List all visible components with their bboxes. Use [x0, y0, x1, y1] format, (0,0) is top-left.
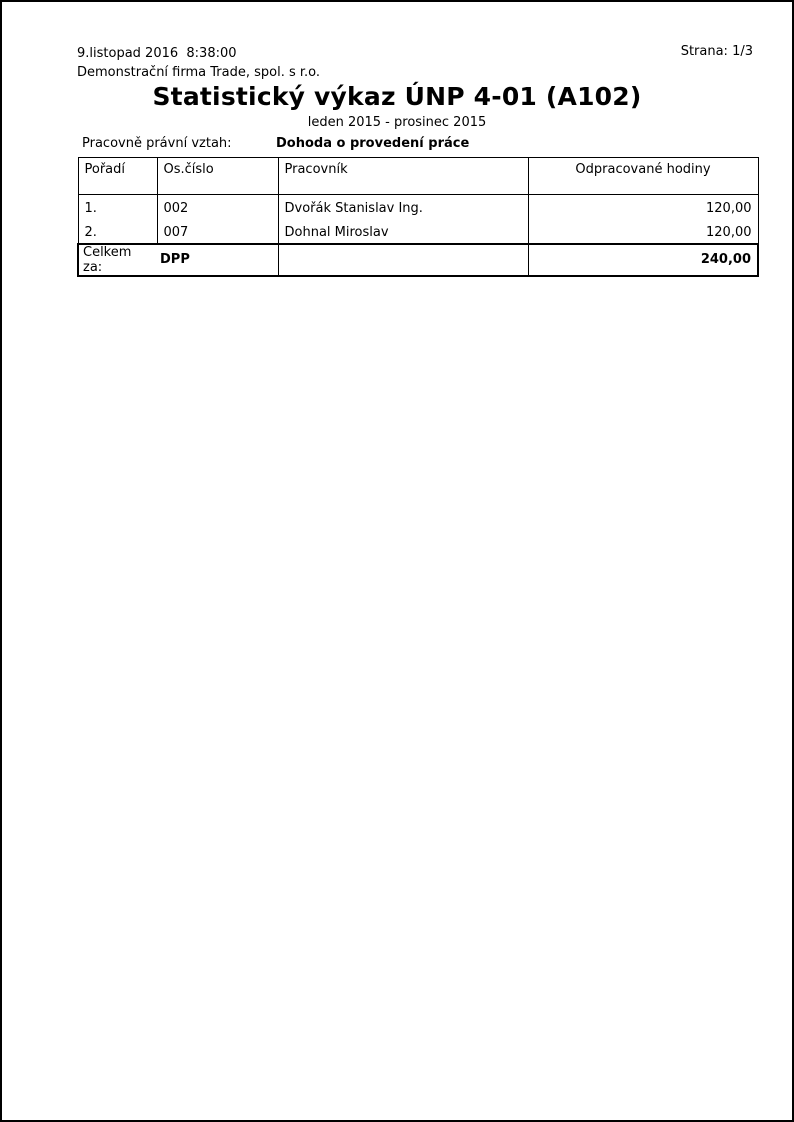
cell-personal-number: 002 — [157, 195, 278, 223]
company-name: Demonstrační firma Trade, spol. s r.o. — [77, 65, 321, 80]
page-number: Strana: 1/3 — [680, 44, 753, 59]
cell-hours: 120,00 — [528, 195, 758, 223]
report-datetime: 9.listopad 2016 8:38:00 — [77, 46, 237, 61]
total-empty-cell — [278, 244, 528, 276]
report-period: leden 2015 - prosinec 2015 — [307, 115, 487, 130]
col-header-hours: Odpracované hodiny — [528, 158, 758, 195]
table-row — [78, 223, 758, 244]
relation-value: Dohoda o provedení práce — [276, 136, 470, 151]
total-group: DPP — [157, 244, 278, 276]
total-row — [78, 244, 758, 276]
relation-label: Pracovně právní vztah: — [82, 136, 232, 151]
hours-table — [77, 157, 759, 277]
table-row — [78, 195, 758, 223]
cell-order: 1. — [78, 195, 157, 223]
col-header-worker: Pracovník — [278, 158, 528, 195]
cell-personal-number: 007 — [157, 223, 278, 244]
col-header-order: Pořadí — [78, 158, 157, 195]
col-header-personal-number: Os.číslo — [157, 158, 278, 195]
cell-worker: Dohnal Miroslav — [278, 223, 528, 244]
cell-worker: Dvořák Stanislav Ing. — [278, 195, 528, 223]
total-hours: 240,00 — [528, 244, 758, 276]
cell-order: 2. — [78, 223, 157, 244]
cell-hours: 120,00 — [528, 223, 758, 244]
report-header-left — [77, 44, 320, 82]
total-label: Celkem za: — [78, 244, 157, 276]
report-title: Statistický výkaz ÚNP 4-01 (A102) — [152, 82, 642, 111]
table-header-row — [78, 158, 758, 195]
